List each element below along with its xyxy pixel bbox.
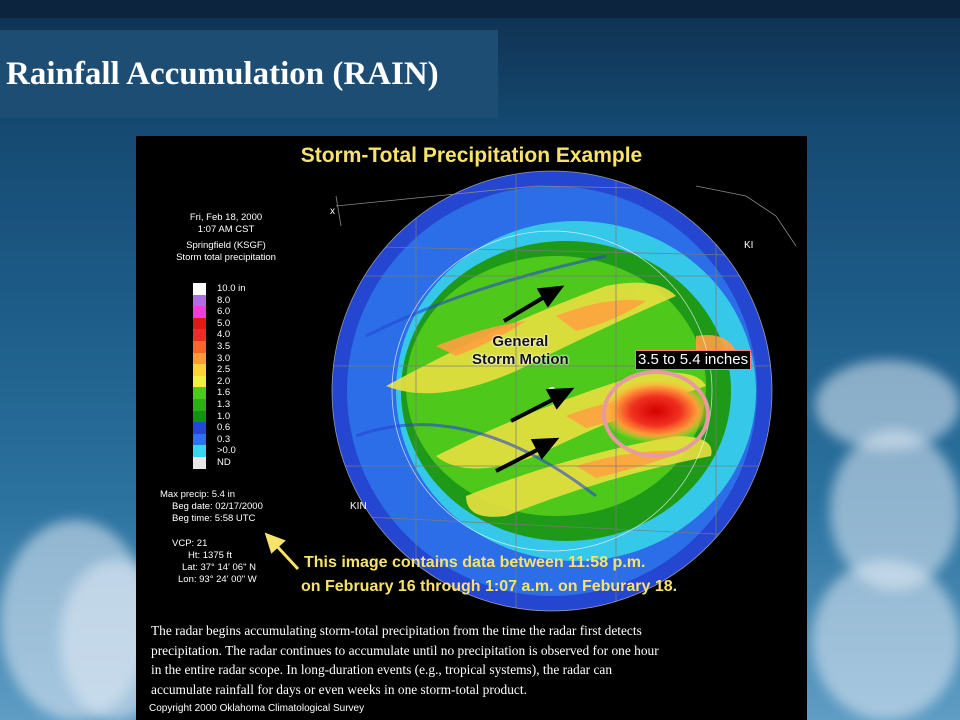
legend-label: 0.3 (217, 433, 231, 445)
motion-label-line: Storm Motion (472, 351, 569, 368)
legend-swatch (193, 283, 206, 295)
legend-label: 0.6 (217, 422, 231, 434)
slide-title: Rainfall Accumulation (RAIN) (6, 56, 439, 92)
legend-swatch (193, 318, 206, 330)
map-marker-x: x (330, 206, 335, 217)
site-line: Lat: 37° 14' 06" N (182, 562, 256, 573)
info-line: Springfield (KSGF) (186, 240, 266, 251)
explanation-paragraph (151, 621, 791, 699)
map-label-kin: KIN (350, 501, 367, 512)
legend-label: 2.5 (217, 364, 231, 376)
legend-label: ND (217, 456, 231, 468)
stats-block (160, 489, 263, 525)
site-line: VCP: 21 (172, 538, 208, 549)
legend-label: 8.0 (217, 294, 231, 306)
callout-arrow (267, 535, 298, 569)
paragraph-line: precipitation. The radar continues to accumulate until no precipitation is observed for one hour (151, 642, 659, 658)
site-block (172, 538, 268, 586)
data-range-note: on February 16 through 1:07 a.m. on Feburary 18. (301, 578, 678, 595)
legend-label: 4.0 (217, 329, 231, 341)
data-range-note: This image contains data between 11:58 p.m. (304, 554, 646, 571)
stats-line: Beg time: 5:58 UTC (172, 513, 256, 524)
top-bar (0, 0, 960, 18)
site-line: Ht: 1375 ft (188, 550, 232, 561)
legend-swatch (193, 434, 206, 446)
legend-label: 5.0 (217, 317, 231, 329)
legend-swatch (193, 445, 206, 457)
legend-swatch (193, 295, 206, 307)
storm-motion-label (472, 333, 569, 369)
legend-label: >0.0 (217, 445, 236, 457)
legend-swatch (193, 457, 206, 469)
site-line: Lon: 93° 24' 00" W (178, 574, 257, 585)
legend-label: 10.0 in (217, 283, 246, 294)
info-line: Fri, Feb 18, 2000 (189, 212, 263, 223)
legend-label: 2.0 (217, 375, 231, 387)
legend-swatch (193, 411, 206, 423)
info-line: 1:07 AM CST (197, 224, 255, 235)
legend-label: 1.0 (217, 410, 231, 422)
legend-swatch (193, 364, 206, 376)
map-label-ki: KI (744, 240, 754, 251)
legend-label: 3.5 (217, 340, 231, 352)
motion-label-line: General (492, 333, 549, 350)
stats-line: Max precip: 5.4 in (160, 489, 235, 500)
paragraph-line: The radar begins accumulating storm-total precipitation from the time the radar first detects (151, 623, 642, 638)
legend-swatch (193, 399, 206, 411)
legend-swatch (193, 376, 206, 388)
radar-image-panel (136, 136, 807, 720)
stats-line: Beg date: 02/17/2000 (172, 501, 263, 512)
background-cloud (812, 560, 960, 720)
legend-swatch (193, 341, 206, 353)
legend-label: 6.0 (217, 306, 231, 318)
copyright-notice: Copyright 2000 Oklahoma Climatological Survey (149, 703, 365, 714)
panel-title: Storm-Total Precipitation Example (300, 144, 643, 167)
paragraph-line: accumulate rainfall for days or even weeks in one storm-total product. (151, 681, 527, 697)
legend-label: 3.0 (217, 352, 231, 364)
legend-swatch (193, 422, 206, 434)
legend-label: 1.6 (217, 387, 231, 399)
info-line: Storm total precipitation (176, 252, 276, 263)
radar-info-block (176, 212, 276, 264)
legend-swatch (193, 387, 206, 399)
max-precip-callout: 3.5 to 5.4 inches (635, 350, 751, 370)
legend-swatch (193, 353, 206, 365)
legend-label: 1.3 (217, 398, 231, 410)
legend-swatch (193, 306, 206, 318)
paragraph-line: in the entire radar scope. In long-duration events (e.g., tropical systems), the radar can (151, 662, 613, 677)
legend-swatch (193, 329, 206, 341)
